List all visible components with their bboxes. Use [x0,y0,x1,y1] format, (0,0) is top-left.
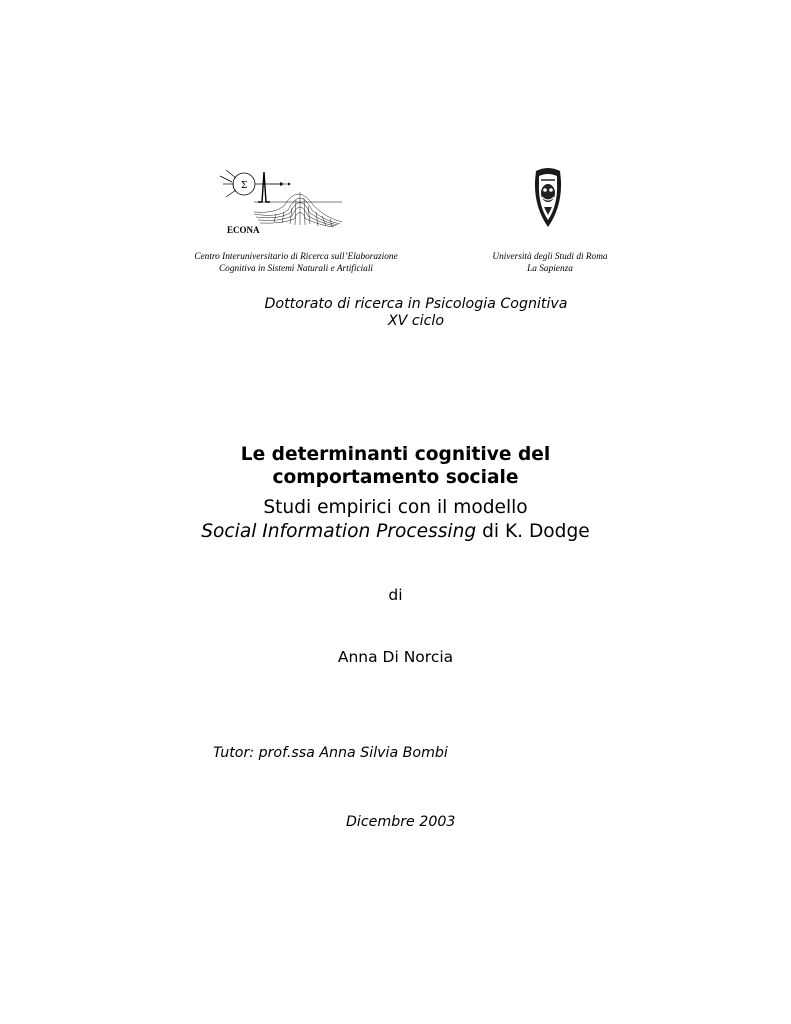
author-name: Anna Di Norcia [337,648,454,666]
thesis-title-line2: comportamento sociale [272,467,519,488]
program-name: Dottorato di ricerca in Psicologia Cognitiva [264,296,568,312]
institution-right-line2: La Sapienza [527,263,573,274]
thesis-title-line1: Le determinanti cognitive del [240,444,551,465]
doctoral-program [200,296,632,330]
thesis-subtitle-model: Social Information Processing [201,521,477,542]
thesis-subtitle-author-ref: di K. Dodge [476,521,590,542]
university-crest-icon [530,167,566,229]
thesis-title [0,443,791,489]
institution-left-line1: Centro Interuniversitario di Ricerca sull’Elaborazione [194,252,398,262]
thesis-subtitle-line2 [0,520,791,544]
date-line: Dicembre 2003 [346,814,456,830]
institution-left-caption [160,252,432,275]
program-cycle: XV ciclo [387,313,445,329]
institution-right-caption [470,252,630,275]
econa-sigma: Σ [240,181,248,191]
institution-left-line2: Cognitiva in Sistemi Naturali e Artificiali [218,263,373,274]
institution-right-line1: Università degli Studi di Roma [492,252,608,262]
thesis-subtitle [0,496,791,544]
by-label: di [388,586,403,604]
thesis-subtitle-line1: Studi empirici con il modello [263,497,528,518]
tutor-line: Tutor: prof.ssa Anna Silvia Bombi [213,745,448,761]
econa-logo-text: ECONA [227,225,260,235]
